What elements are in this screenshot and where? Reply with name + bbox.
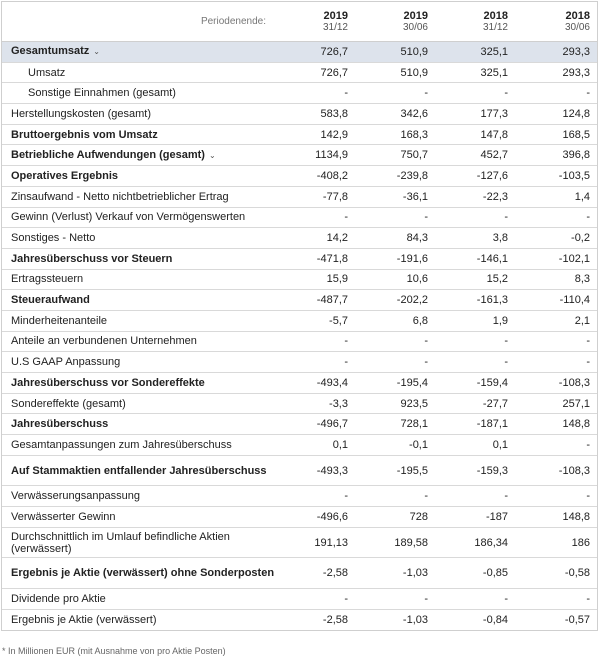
cell-value: 168,5 (562, 128, 590, 141)
cell-value: 923,5 (400, 397, 428, 410)
cell-value: -27,7 (482, 397, 508, 410)
column-header-4 (516, 2, 598, 41)
cell-value: - (424, 356, 428, 369)
cell-value: 148,8 (562, 510, 590, 523)
cell-value: 147,8 (480, 128, 508, 141)
cell-value: 177,3 (480, 107, 508, 120)
row-label: Sonstiges - Netto (11, 232, 96, 245)
cell-value: - (344, 87, 348, 100)
cell-value: 325,1 (480, 45, 508, 58)
cell-value: -408,2 (316, 169, 348, 182)
column-year: 2018 (565, 10, 590, 22)
cell-value: - (424, 211, 428, 224)
cell-value: - (344, 211, 348, 224)
table-row (2, 486, 597, 507)
table-row (2, 83, 597, 104)
cell-value: 728,1 (400, 418, 428, 431)
row-label: Operatives Ergebnis (11, 169, 118, 182)
table-row-betriebliche-aufwendungen[interactable] (2, 145, 597, 166)
cell-value: 510,9 (400, 45, 428, 58)
cell-value: 325,1 (480, 66, 508, 79)
table-row (2, 352, 597, 373)
cell-value: - (424, 490, 428, 503)
cell-value: 10,6 (406, 273, 428, 286)
table-header (2, 2, 597, 42)
cell-value: -195,5 (396, 464, 428, 477)
cell-value: - (504, 87, 508, 100)
table-row (2, 311, 597, 332)
cell-value: 168,3 (400, 128, 428, 141)
cell-value: 257,1 (562, 397, 590, 410)
income-statement-table (1, 1, 598, 631)
cell-value: - (504, 335, 508, 348)
cell-value: - (586, 438, 590, 451)
column-year: 2019 (323, 10, 348, 22)
footnote: * In Millionen EUR (mit Ausnahme von pro Aktie Posten) (2, 646, 226, 656)
cell-value: - (504, 592, 508, 605)
cell-value: - (586, 335, 590, 348)
cell-value: - (586, 490, 590, 503)
table-row (2, 589, 597, 610)
table-row (2, 456, 597, 487)
cell-value: 186 (571, 536, 590, 549)
cell-value: - (344, 592, 348, 605)
row-label: Jahresüberschuss vor Sondereffekte (11, 376, 205, 389)
cell-value: -471,8 (316, 252, 348, 265)
cell-value: -0,84 (482, 613, 508, 626)
cell-value: -3,3 (329, 397, 348, 410)
row-label: Sonstige Einnahmen (gesamt) (28, 87, 176, 100)
cell-value: 293,3 (562, 66, 590, 79)
cell-value: -2,58 (322, 613, 348, 626)
cell-value: 726,7 (320, 66, 348, 79)
cell-value: - (586, 87, 590, 100)
row-label: Umsatz (28, 66, 66, 79)
cell-value: -146,1 (476, 252, 508, 265)
column-header-2 (356, 2, 436, 41)
row-label: Ertragssteuern (11, 273, 84, 286)
table-row (2, 228, 597, 249)
row-label: Dividende pro Aktie (11, 592, 106, 605)
cell-value: 342,6 (400, 107, 428, 120)
column-date: 31/12 (482, 22, 508, 33)
cell-value: -202,2 (396, 294, 428, 307)
row-label: Anteile an verbundenen Unternehmen (11, 335, 197, 348)
cell-value: -0,1 (409, 438, 428, 451)
cell-value: -36,1 (402, 190, 428, 203)
cell-value: -496,7 (316, 418, 348, 431)
table-row (2, 435, 597, 456)
cell-value: -0,85 (482, 567, 508, 580)
cell-value: 8,3 (574, 273, 590, 286)
cell-value: -103,5 (558, 169, 590, 182)
cell-value: -22,3 (482, 190, 508, 203)
cell-value: - (504, 490, 508, 503)
cell-value: -1,03 (402, 613, 428, 626)
cell-value: 726,7 (320, 45, 348, 58)
cell-value: 2,1 (574, 314, 590, 327)
table-row (2, 507, 597, 528)
row-label: U.S GAAP Anpassung (11, 356, 121, 369)
cell-value: 191,13 (314, 536, 348, 549)
row-label (2, 45, 276, 58)
cell-value: -108,3 (558, 376, 590, 389)
cell-value: -493,4 (316, 376, 348, 389)
row-label: Gewinn (Verlust) Verkauf von Vermögenswerten (11, 211, 246, 224)
cell-value: -0,57 (564, 613, 590, 626)
cell-value: 750,7 (400, 149, 428, 162)
table-row (2, 610, 597, 631)
cell-value: -5,7 (329, 314, 348, 327)
table-row (2, 558, 597, 589)
cell-value: 14,2 (326, 232, 348, 245)
cell-value: 583,8 (320, 107, 348, 120)
cell-value: - (586, 592, 590, 605)
period-end-label: Periodenende: (200, 16, 266, 27)
cell-value: 148,8 (562, 418, 590, 431)
table-row (2, 249, 597, 270)
column-date: 31/12 (322, 22, 348, 33)
row-label: Steueraufwand (11, 294, 90, 307)
cell-value: 0,1 (492, 438, 508, 451)
cell-value: 728 (409, 510, 428, 523)
cell-value: - (504, 211, 508, 224)
chevron-down-icon[interactable]: ⌄ (93, 47, 100, 57)
column-header-1 (276, 2, 356, 41)
cell-value: - (586, 211, 590, 224)
row-label: Durchschnittlich im Umlauf befindliche Aktien (verwässert) (11, 530, 230, 555)
cell-value: 189,58 (394, 536, 428, 549)
cell-value: 1,4 (574, 190, 590, 203)
cell-value: -487,7 (316, 294, 348, 307)
cell-value: -110,4 (559, 294, 590, 307)
cell-value: -77,8 (322, 190, 348, 203)
column-header-3 (436, 2, 516, 41)
row-label: Gesamtanpassungen zum Jahresüberschuss (11, 438, 232, 451)
cell-value: -159,4 (476, 376, 508, 389)
table-row (2, 528, 597, 559)
cell-value: 510,9 (400, 66, 428, 79)
cell-value: -102,1 (558, 252, 590, 265)
row-label-text: Gesamtumsatz (11, 45, 90, 58)
cell-value: 124,8 (562, 107, 590, 120)
cell-value: -191,6 (396, 252, 428, 265)
cell-value: -195,4 (396, 376, 428, 389)
cell-value: -0,2 (571, 232, 590, 245)
cell-value: 293,3 (562, 45, 590, 58)
cell-value: - (504, 356, 508, 369)
cell-value: - (344, 356, 348, 369)
cell-value: 6,8 (412, 314, 428, 327)
cell-value: - (344, 490, 348, 503)
table-row (2, 394, 597, 415)
table-row (2, 414, 597, 435)
table-row (2, 332, 597, 353)
cell-value: -108,3 (558, 464, 590, 477)
cell-value: - (586, 356, 590, 369)
row-label: Minderheitenanteile (11, 314, 108, 327)
cell-value: 15,2 (486, 273, 508, 286)
cell-value: 3,8 (492, 232, 508, 245)
cell-value: -187,1 (476, 418, 508, 431)
row-label: Jahresüberschuss vor Steuern (11, 252, 173, 265)
table-row (2, 125, 597, 146)
table-row (2, 187, 597, 208)
row-label: Ergebnis je Aktie (verwässert) ohne Sonderposten (11, 567, 275, 580)
cell-value: - (424, 87, 428, 100)
row-label: Ergebnis je Aktie (verwässert) (11, 613, 157, 626)
cell-value: -239,8 (396, 169, 428, 182)
cell-value: 15,9 (326, 273, 348, 286)
cell-value: 0,1 (332, 438, 348, 451)
row-label: Sondereffekte (gesamt) (11, 397, 126, 410)
row-label-text: Betriebliche Aufwendungen (gesamt) (11, 148, 205, 161)
row-label: Herstellungskosten (gesamt) (11, 107, 152, 120)
row-label: Bruttoergebnis vom Umsatz (11, 128, 158, 141)
cell-value: -127,6 (476, 169, 508, 182)
table-row-gesamtumsatz[interactable] (2, 42, 597, 63)
table-row (2, 104, 597, 125)
cell-value: 396,8 (562, 149, 590, 162)
row-label: Verwässerter Gewinn (11, 510, 116, 523)
cell-value: - (344, 335, 348, 348)
cell-value: 142,9 (320, 128, 348, 141)
table-row (2, 166, 597, 187)
table-row (2, 63, 597, 84)
column-year: 2018 (483, 10, 508, 22)
cell-value: -0,58 (564, 567, 590, 580)
cell-value: 186,34 (474, 536, 508, 549)
cell-value: 84,3 (406, 232, 428, 245)
cell-value: -187 (485, 510, 508, 523)
cell-value: 1,9 (492, 314, 508, 327)
chevron-down-icon[interactable]: ⌄ (208, 150, 216, 160)
row-label: Jahresüberschuss (11, 418, 109, 431)
cell-value: 452,7 (480, 149, 508, 162)
cell-value: -2,58 (322, 567, 348, 580)
table-row (2, 270, 597, 291)
cell-value: -496,6 (316, 510, 348, 523)
table-row (2, 290, 597, 311)
cell-value: -159,3 (476, 464, 508, 477)
table-row (2, 208, 597, 229)
column-year: 2019 (403, 10, 428, 22)
cell-value: - (424, 335, 428, 348)
cell-value: -1,03 (402, 567, 428, 580)
column-date: 30/06 (564, 22, 590, 33)
cell-value: -161,3 (476, 294, 508, 307)
column-date: 30/06 (402, 22, 428, 33)
cell-value: - (424, 592, 428, 605)
row-label: Zinsaufwand - Netto nichtbetrieblicher Ertrag (11, 190, 229, 203)
cell-value: -493,3 (316, 464, 348, 477)
row-label (2, 149, 276, 162)
row-label: Auf Stammaktien entfallender Jahresüberschuss (11, 464, 267, 477)
table-row (2, 373, 597, 394)
row-label: Verwässerungsanpassung (11, 490, 141, 503)
cell-value: 1134,9 (315, 149, 348, 162)
